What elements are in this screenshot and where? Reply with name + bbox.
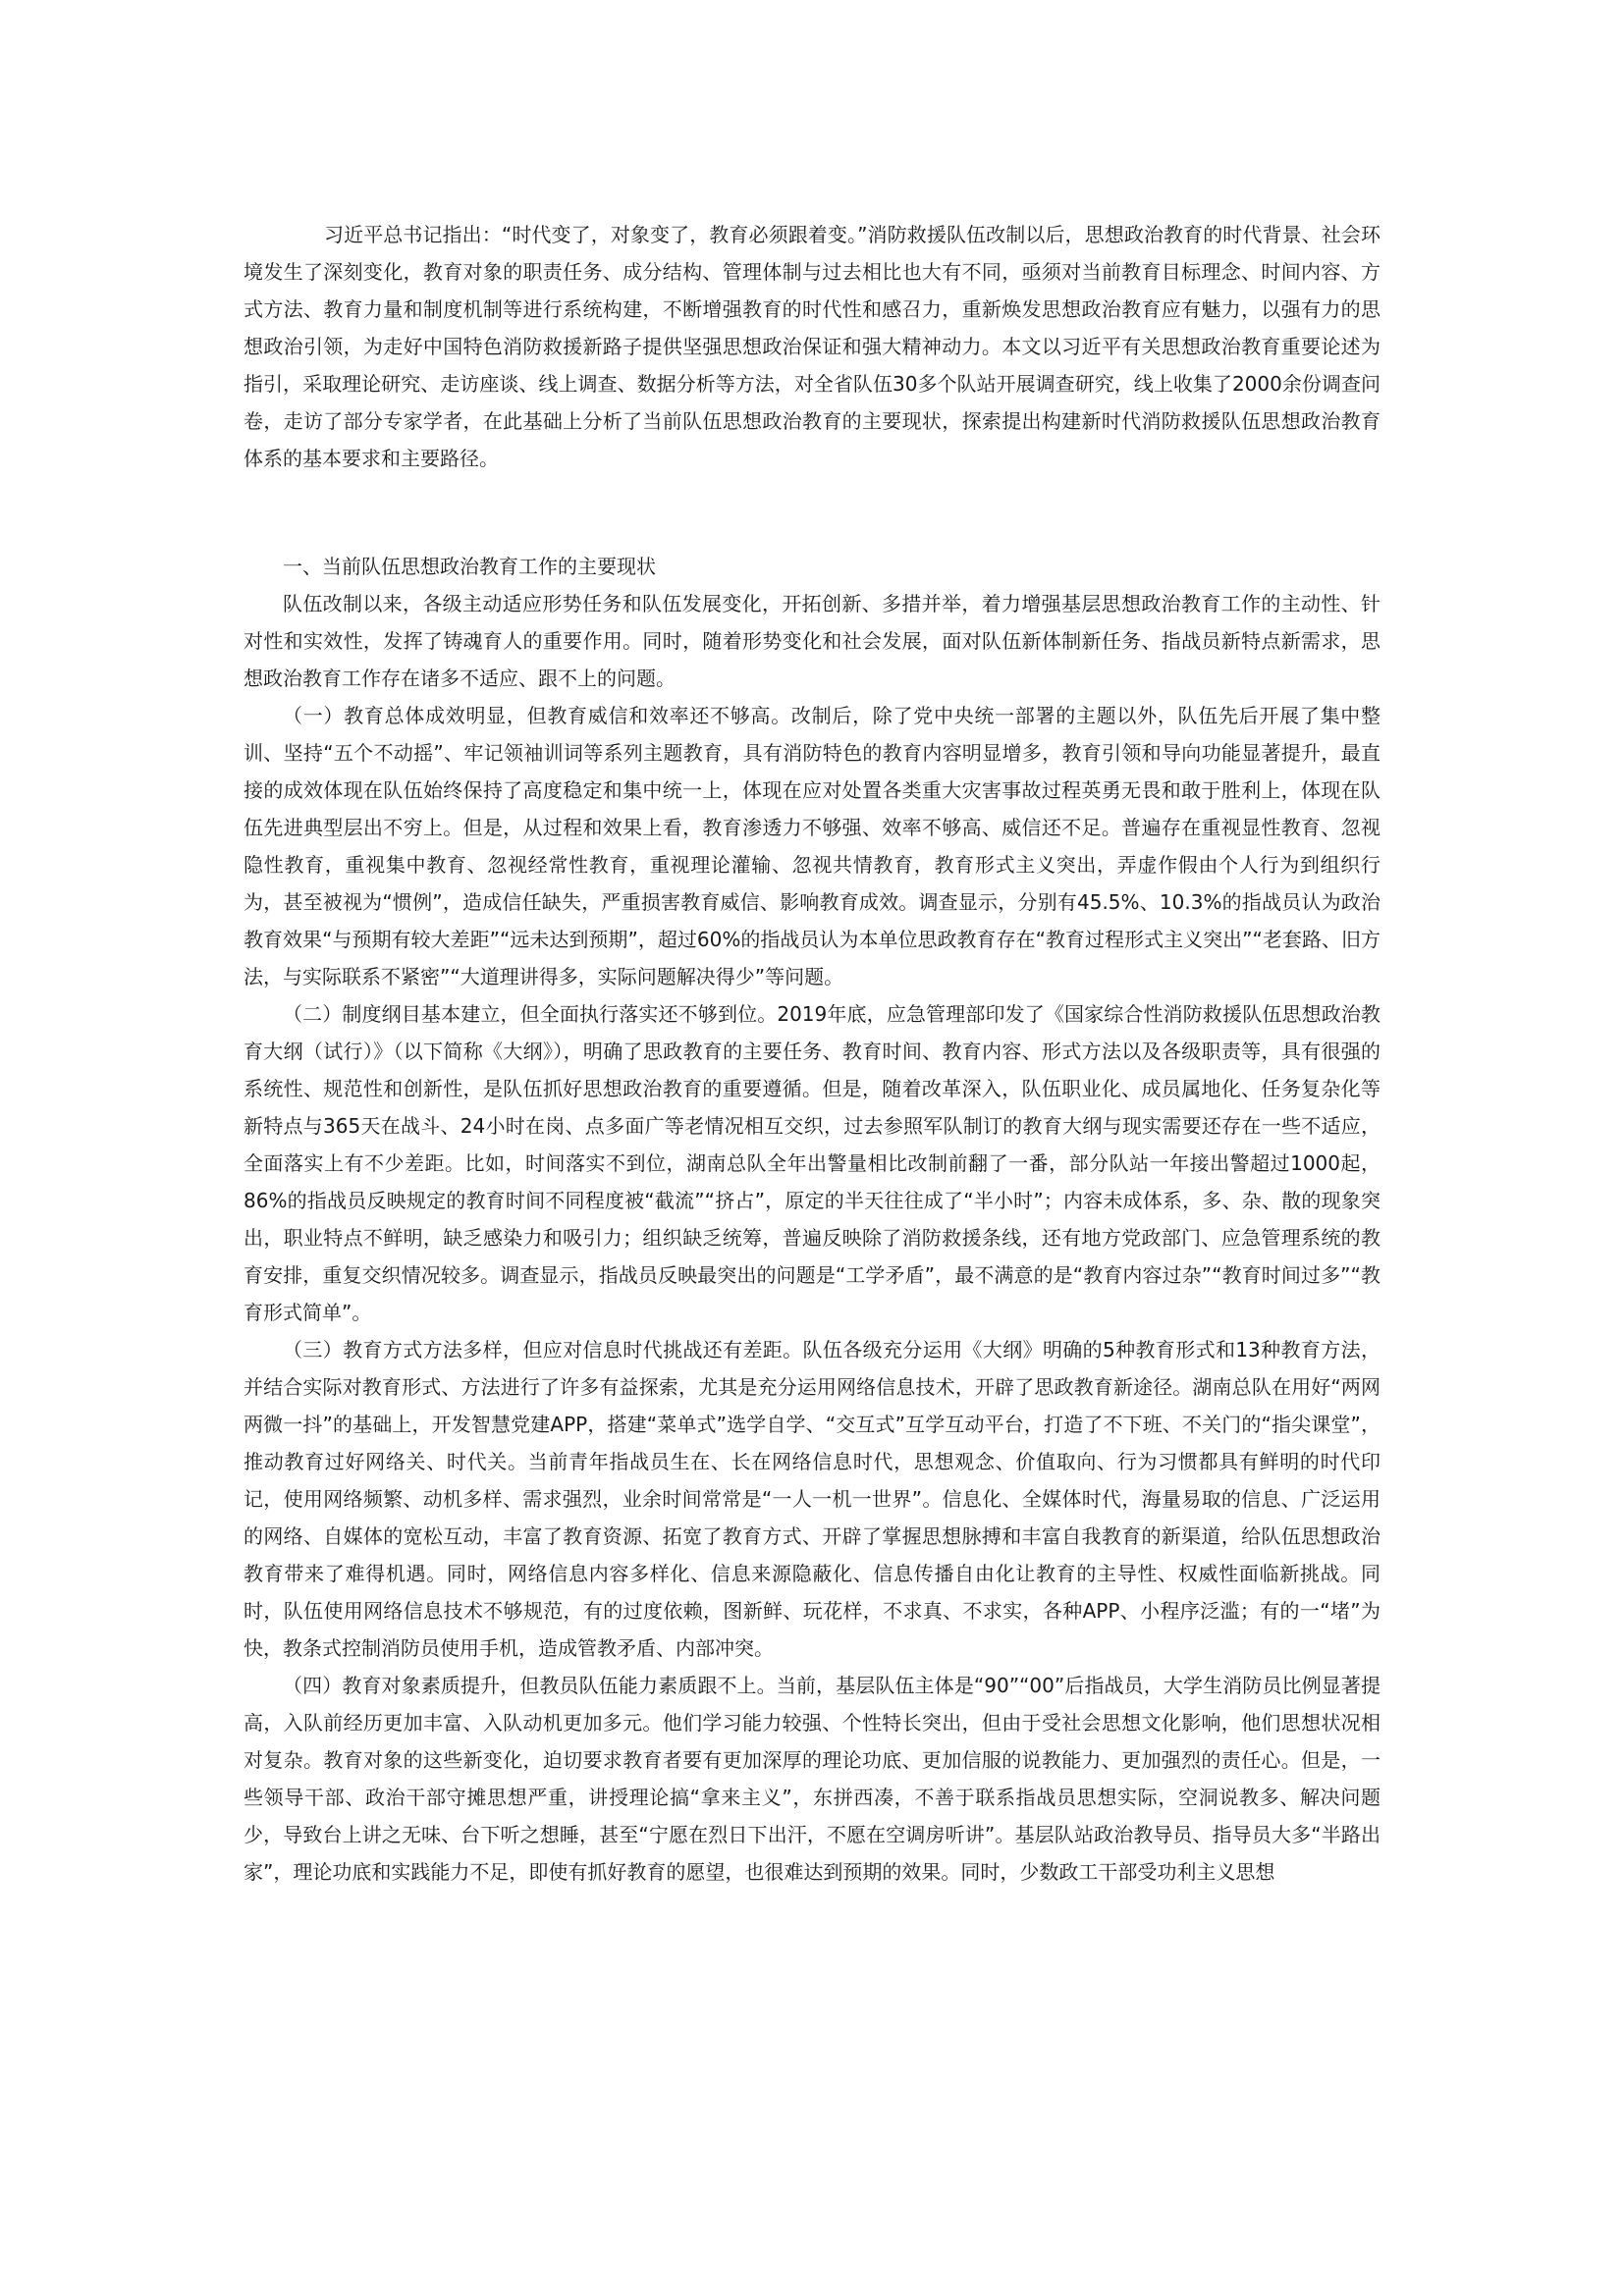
section-intro-paragraph: 队伍改制以来，各级主动适应形势任务和队伍发展变化，开拓创新、多措并举，着力增强基层思想政治教育工作的主动性、针对性和实效性，发挥了铸魂育人的重要作用。同时，随着形势变化和社会发展，面对队伍新体制新任务、指战员新特点新需求，思想政治教育工作存在诸多不适应、跟不上的问题。 (244, 592, 1380, 690)
intro-paragraph: 习近平总书记指出：“时代变了，对象变了，教育必须跟着变。”消防救援队伍改制以后，思想政治教育的时代背景、社会环境发生了深刻变化，教育对象的职责任务、成分结构、管理体制与过去相比也大有不同，亟须对当前教育目标理念、时间内容、方式方法、教育力量和制度机制等进行系统构建，不断增强教育的时代性和感召力，重新焕发思想政治教育应有魅力，以强有力的思想政治引领，为走好中国特色消防救援新路子提供坚强思想政治保证和强大精神动力。本文以习近平有关思想政治教育重要论述为指引，采取理论研究、走访座谈、线上调查、数据分析等方法，对全省队伍30多个队站开展调查研究，线上收集了2000余份调查问卷，走访了部分专家学者，在此基础上分析了当前队伍思想政治教育的主要现状，探索提出构建新时代消防救援队伍思想政治教育体系的基本要求和主要路径。 (244, 223, 1380, 470)
point-4-paragraph: （四）教育对象素质提升，但教员队伍能力素质跟不上。当前，基层队伍主体是“90”“00”后指战员，大学生消防员比例显著提高，入队前经历更加丰富、入队动机更加多元。他们学习能力较强、个性特长突出，但由于受社会思想文化影响，他们思想状况相对复杂。教育对象的这些新变化，迫切要求教育者要有更加深厚的理论功底、更加信服的说教能力、更加强烈的责任心。但是，一些领导干部、政治干部守摊思想严重，讲授理论搞“拿来主义”，东拼西凑，不善于联系指战员思想实际，空洞说教多、解决问题少，导致台上讲之无味、台下听之想睡，甚至“宁愿在烈日下出汗，不愿在空调房听讲”。基层队站政治教导员、指导员大多“半路出家”，理论功底和实践能力不足，即使有抓好教育的愿望，也很难达到预期的效果。同时，少数政工干部受功利主义思想 (244, 1674, 1380, 1884)
point-3-paragraph: （三）教育方式方法多样，但应对信息时代挑战还有差距。队伍各级充分运用《大纲》明确的5种教育形式和13种教育方法，并结合实际对教育形式、方法进行了许多有益探索，尤其是充分运用网络信息技术，开辟了思政教育新途径。湖南总队在用好“两网两微一抖”的基础上，开发智慧党建APP，搭建“菜单式”选学自学、“交互式”互学互动平台，打造了不下班、不关门的“指尖课堂”，推动教育过好网络关、时代关。当前青年指战员生在、长在网络信息时代，思想观念、价值取向、行为习惯都具有鲜明的时代印记，使用网络频繁、动机多样、需求强烈，业余时间常常是“一人一机一世界”。信息化、全媒体时代，海量易取的信息、广泛运用的网络、自媒体的宽松互动，丰富了教育资源、拓宽了教育方式、开辟了掌握思想脉搏和丰富自我教育的新渠道，给队伍思想政治教育带来了难得机遇。同时，网络信息内容多样化、信息来源隐蔽化、信息传播自由化让教育的主导性、权威性面临新挑战。同时，队伍使用网络信息技术不够规范，有的过度依赖，图新鲜、玩花样，不求真、不求实，各种APP、小程序泛滥；有的一“堵”为快，教条式控制消防员使用手机，造成管教矛盾、内部冲突。 (244, 1338, 1380, 1660)
section-heading: 一、当前队伍思想政治教育工作的主要现状 (283, 555, 656, 578)
document-body (244, 216, 1380, 1891)
point-1-paragraph: （一）教育总体成效明显，但教育威信和效率还不够高。改制后，除了党中央统一部署的主题以外，队伍先后开展了集中整训、坚持“五个不动摇”、牢记领袖训词等系列主题教育，具有消防特色的教育内容明显增多，教育引领和导向功能显著提升，最直接的成效体现在队伍始终保持了高度稳定和集中统一上，体现在应对处置各类重大灾害事故过程英勇无畏和敢于胜利上，体现在队伍先进典型层出不穷上。但是，从过程和效果上看，教育渗透力不够强、效率不够高、威信还不足。普遍存在重视显性教育、忽视隐性教育，重视集中教育、忽视经常性教育，重视理论灌输、忽视共情教育，教育形式主义突出，弄虚作假由个人行为到组织行为，甚至被视为“惯例”，造成信任缺失，严重损害教育威信、影响教育成效。调查显示，分别有45.5%、10.3%的指战员认为政治教育效果“与预期有较大差距”“远未达到预期”，超过60%的指战员认为本单位思政教育存在“教育过程形式主义突出”“老套路、旧方法，与实际联系不紧密”“大道理讲得多，实际问题解决得少”等问题。 (244, 704, 1380, 988)
point-2-paragraph: （二）制度纲目基本建立，但全面执行落实还不够到位。2019年底，应急管理部印发了《国家综合性消防救援队伍思想政治教育大纲（试行）》（以下简称《大纲》），明确了思政教育的主要任务、教育时间、教育内容、形式方法以及各级职责等，具有很强的系统性、规范性和创新性，是队伍抓好思想政治教育的重要遵循。但是，随着改革深入，队伍职业化、成员属地化、任务复杂化等新特点与365天在战斗、24小时在岗、点多面广等老情况相互交织，过去参照军队制订的教育大纲与现实需要还存在一些不适应，全面落实上有不少差距。比如，时间落实不到位，湖南总队全年出警量相比改制前翻了一番，部分队站一年接出警超过1000起，86%的指战员反映规定的教育时间不同程度被“截流”“挤占”，原定的半天往往成了“半小时”；内容未成体系，多、杂、散的现象突出，职业特点不鲜明，缺乏感染力和吸引力；组织缺乏统筹，普遍反映除了消防救援条线，还有地方党政部门、应急管理系统的教育安排，重复交织情况较多。调查显示，指战员反映最突出的问题是“工学矛盾”，最不满意的是“教育内容过杂”“教育时间过多”“教育形式简单”。 (244, 1002, 1380, 1324)
